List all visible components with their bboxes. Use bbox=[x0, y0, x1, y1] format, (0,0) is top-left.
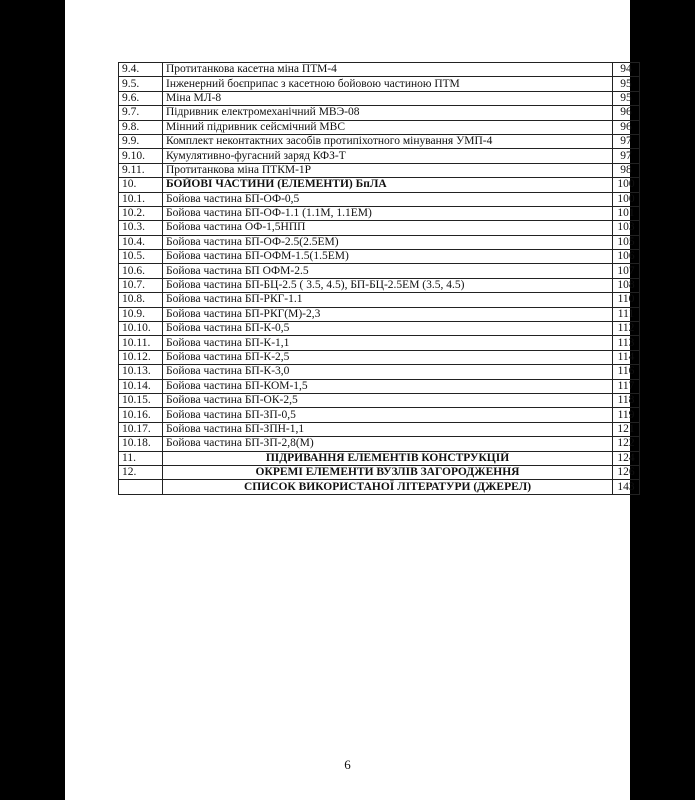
toc-row bbox=[119, 293, 640, 307]
toc-row bbox=[119, 235, 640, 249]
toc-row bbox=[119, 437, 640, 451]
toc-page-number: 110 bbox=[613, 293, 640, 307]
toc-page-number: 105 bbox=[613, 235, 640, 249]
toc-section-title: Бойова частина БП-К-2,5 bbox=[163, 350, 613, 364]
toc-section-title: Бойова частина БП-БЦ-2.5 ( 3.5, 4.5), БП-БЦ-2.5ЕМ (3.5, 4.5) bbox=[163, 278, 613, 292]
toc-section-title: Інженерний боєприпас з касетною бойовою частиною ПТМ bbox=[163, 77, 613, 91]
toc-section-title: Мінний підривник сейсмічний МВС bbox=[163, 120, 613, 134]
toc-row bbox=[119, 77, 640, 91]
toc-page-number: 116 bbox=[613, 365, 640, 379]
toc-row bbox=[119, 91, 640, 105]
toc-section-number: 10.16. bbox=[119, 408, 163, 422]
toc-section-number: 10.13. bbox=[119, 365, 163, 379]
toc-page-number: 100 bbox=[613, 178, 640, 192]
toc-section-number: 10.3. bbox=[119, 221, 163, 235]
toc-section-title: БОЙОВІ ЧАСТИНИ (ЕЛЕМЕНТИ) БпЛА bbox=[163, 178, 613, 192]
toc-row bbox=[119, 192, 640, 206]
toc-section-title: Бойова частина БП-ОК-2,5 bbox=[163, 393, 613, 407]
toc-section-number: 10.15. bbox=[119, 393, 163, 407]
toc-section-number: 10.5. bbox=[119, 250, 163, 264]
toc-section-title: Комплект неконтактних засобів протипіхотного мінування УМП-4 bbox=[163, 134, 613, 148]
toc-section-number: 9.5. bbox=[119, 77, 163, 91]
toc-row bbox=[119, 278, 640, 292]
toc-page-number: 108 bbox=[613, 278, 640, 292]
toc-section-number: 10.1. bbox=[119, 192, 163, 206]
toc-section-number: 10.6. bbox=[119, 264, 163, 278]
toc-page-number: 112 bbox=[613, 322, 640, 336]
toc-row bbox=[119, 350, 640, 364]
table-of-contents bbox=[118, 62, 640, 495]
toc-row bbox=[119, 322, 640, 336]
toc-section-title: Бойова частина БП-ЗП-0,5 bbox=[163, 408, 613, 422]
toc-section-number: 10.12. bbox=[119, 350, 163, 364]
toc-page-number: 95 bbox=[613, 91, 640, 105]
toc-section-title: Бойова частина БП-РКГ-1.1 bbox=[163, 293, 613, 307]
toc-section-title: Бойова частина БП-К-1,1 bbox=[163, 336, 613, 350]
toc-section-number: 9.8. bbox=[119, 120, 163, 134]
toc-row bbox=[119, 408, 640, 422]
toc-section-title: Бойова частина БП-ЗП-2,8(М) bbox=[163, 437, 613, 451]
toc-page-number: 124 bbox=[613, 451, 640, 465]
toc-section-number: 10.17. bbox=[119, 422, 163, 436]
toc-section-title: Протитанкова касетна міна ПТМ-4 bbox=[163, 63, 613, 77]
toc-section-title: Бойова частина БП-ОФМ-1.5(1.5ЕМ) bbox=[163, 250, 613, 264]
toc-body bbox=[119, 63, 640, 495]
toc-section-number: 12. bbox=[119, 465, 163, 479]
toc-row bbox=[119, 163, 640, 177]
toc-section-number: 10.14. bbox=[119, 379, 163, 393]
toc-page-number: 95 bbox=[613, 77, 640, 91]
toc-section-title: ОКРЕМІ ЕЛЕМЕНТИ ВУЗЛІВ ЗАГОРОДЖЕННЯ bbox=[163, 465, 613, 479]
toc-section-number: 10. bbox=[119, 178, 163, 192]
toc-section-title: Бойова частина БП-К-0,5 bbox=[163, 322, 613, 336]
toc-section-number: 10.7. bbox=[119, 278, 163, 292]
toc-page-number: 98 bbox=[613, 163, 640, 177]
toc-page-number: 114 bbox=[613, 350, 640, 364]
toc-row bbox=[119, 379, 640, 393]
toc-page-number: 94 bbox=[613, 63, 640, 77]
toc-section-title: Підривник електромеханічний МВЭ-08 bbox=[163, 106, 613, 120]
toc-page-number: 118 bbox=[613, 393, 640, 407]
toc-page-number: 103 bbox=[613, 221, 640, 235]
toc-page-number: 143 bbox=[613, 480, 640, 494]
toc-section-title: Кумулятивно-фугасний заряд КФЗ-Т bbox=[163, 149, 613, 163]
toc-row bbox=[119, 307, 640, 321]
toc-page-number: 113 bbox=[613, 336, 640, 350]
toc-row bbox=[119, 336, 640, 350]
toc-page-number: 107 bbox=[613, 264, 640, 278]
toc-section-number: 10.4. bbox=[119, 235, 163, 249]
toc-page-number: 117 bbox=[613, 379, 640, 393]
toc-section-number: 9.6. bbox=[119, 91, 163, 105]
toc-row bbox=[119, 250, 640, 264]
toc-section-title: Бойова частина БП-ЗПН-1,1 bbox=[163, 422, 613, 436]
toc-section-number bbox=[119, 480, 163, 494]
toc-page-number: 111 bbox=[613, 307, 640, 321]
toc-section-title: Бойова частина БП-ОФ-1.1 (1.1М, 1.1ЕМ) bbox=[163, 206, 613, 220]
toc-row bbox=[119, 206, 640, 220]
toc-page-number: 106 bbox=[613, 250, 640, 264]
toc-page-number: 119 bbox=[613, 408, 640, 422]
toc-section-number: 11. bbox=[119, 451, 163, 465]
toc-section-number: 10.11. bbox=[119, 336, 163, 350]
toc-section-title: Міна МЛ-8 bbox=[163, 91, 613, 105]
toc-page-number: 100 bbox=[613, 192, 640, 206]
toc-row bbox=[119, 120, 640, 134]
toc-row bbox=[119, 422, 640, 436]
toc-section-number: 10.2. bbox=[119, 206, 163, 220]
toc-row bbox=[119, 134, 640, 148]
toc-page-number: 126 bbox=[613, 465, 640, 479]
toc-row bbox=[119, 106, 640, 120]
toc-section-title: Бойова частина БП-РКГ(М)-2,3 bbox=[163, 307, 613, 321]
toc-section-number: 9.4. bbox=[119, 63, 163, 77]
toc-section-title: Протитанкова міна ПТКМ-1Р bbox=[163, 163, 613, 177]
toc-section-number: 10.10. bbox=[119, 322, 163, 336]
toc-row bbox=[119, 264, 640, 278]
toc-section-title: СПИСОК ВИКОРИСТАНОЇ ЛІТЕРАТУРИ (ДЖЕРЕЛ) bbox=[163, 480, 613, 494]
toc-row bbox=[119, 221, 640, 235]
toc-section-title: Бойова частина БП-К-3,0 bbox=[163, 365, 613, 379]
toc-page-number: 96 bbox=[613, 120, 640, 134]
toc-section-number: 10.18. bbox=[119, 437, 163, 451]
toc-row bbox=[119, 365, 640, 379]
toc-section-number: 9.7. bbox=[119, 106, 163, 120]
toc-row bbox=[119, 393, 640, 407]
toc-section-title: Бойова частина БП-ОФ-2.5(2.5ЕМ) bbox=[163, 235, 613, 249]
toc-section-title: Бойова частина БП-ОФ-0,5 bbox=[163, 192, 613, 206]
toc-section-number: 9.11. bbox=[119, 163, 163, 177]
toc-page-number: 97 bbox=[613, 149, 640, 163]
toc-section-title: ПІДРИВАННЯ ЕЛЕМЕНТІВ КОНСТРУКЦІЙ bbox=[163, 451, 613, 465]
document-page bbox=[65, 0, 635, 800]
toc-row bbox=[119, 451, 640, 465]
toc-page-number: 96 bbox=[613, 106, 640, 120]
toc-row bbox=[119, 63, 640, 77]
toc-section-title: Бойова частина БП ОФМ-2.5 bbox=[163, 264, 613, 278]
toc-row bbox=[119, 465, 640, 479]
toc-page-number: 101 bbox=[613, 206, 640, 220]
toc-page-number: 122 bbox=[613, 437, 640, 451]
toc-page-number: 97 bbox=[613, 134, 640, 148]
toc-section-number: 10.9. bbox=[119, 307, 163, 321]
toc-section-title: Бойова частина ОФ-1,5НПП bbox=[163, 221, 613, 235]
toc-row bbox=[119, 149, 640, 163]
toc-section-title: Бойова частина БП-КОМ-1,5 bbox=[163, 379, 613, 393]
toc-section-number: 10.8. bbox=[119, 293, 163, 307]
toc-row bbox=[119, 178, 640, 192]
toc-section-number: 9.10. bbox=[119, 149, 163, 163]
toc-section-number: 9.9. bbox=[119, 134, 163, 148]
toc-row bbox=[119, 480, 640, 494]
toc-page-number: 121 bbox=[613, 422, 640, 436]
page-number: 6 bbox=[344, 757, 351, 772]
